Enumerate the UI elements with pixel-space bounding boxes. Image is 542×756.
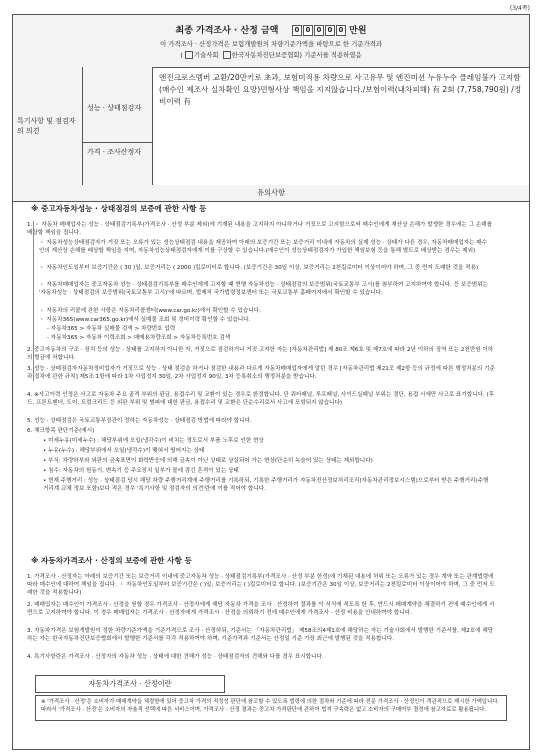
definition-title: 자동차가격조사 · 산정이란: [35, 675, 225, 693]
section1-item: 3. 성능 · 상태점검자자동차정비업자가 거짓으로 성능 · 상태 점검을 하거나 점검한 내용과 다르게 자동차매매업자에게 알린 경우 [자동차관리법 제21조 제2항 등의 규정에 따른 행정처분의 기준과 절차에 관한 규칙] 제5조 1항에 따라 1차 사업정지 30일, 2차 사업정지 90일, 3차 등록취소의 행정처분을 받습니다.: [27, 366, 495, 380]
opinion-main-label: 특기사항 및 점검자의 의견: [13, 67, 83, 185]
amount-digit: 0: [336, 25, 346, 36]
inspection-record-page: [12, 14, 530, 750]
amount-digit: 0: [303, 25, 313, 36]
section1-item1: 1. ・ 자동차 매매업자는 성능 · 상태점검기록부(가격조사 · 산정 부분 제외)에 기재된 내용을 고지하지 아니하거나 거짓으로 고지함으로써 매수인에게 재산상 손해가 발생한 경우에는 그 손해를 배상할 책임을 집니다.: [27, 222, 493, 236]
checkbox-engineers-association[interactable]: [185, 51, 193, 59]
inspector-label: 성능 · 상태점검자: [83, 67, 153, 143]
final-amount-line: [13, 23, 529, 36]
criteria-item: • 누유(누수) : 해당부위에서 오일(냉각수)이 맺혀서 떨어지는 상태: [43, 448, 205, 454]
bullet-item: ・ 자동차의 리콜에 관한 사항은 자동차리콜센터(www.car.go.kr)에서 확인할 수 있습니다.: [39, 308, 261, 314]
notice-title: 유의사항: [13, 185, 529, 202]
criteria-item: • 현재 주행거리 : 성능 · 상태점검 당시 해당 차량 주행거리계에 주행거리를 기록하되, 기록한 주행거리가 자동차전산정보처리조직(자동차관리정보시스템)으로부터 받은 주행거리(주행거리계 교체 정보 포함)보다 적은 경우 '특기사항 및 점검자의 의견'란에 이를 적어야 합니다.: [43, 478, 489, 492]
section2-heading: ※ 자동차가격조사 · 산정의 보증에 관한 사항 등: [31, 556, 192, 565]
appraiser-label: 가격 · 조사산정자: [83, 143, 153, 185]
option-kada: 한국자동차진단보증협회) 기준서를 적용하였음: [231, 51, 362, 59]
section1-heading: ※ 중고자동차성능 · 상태점검의 보증에 관한 사항 등: [31, 204, 207, 213]
criteria-item: • 부식: 차량하부와 외판의 금속표면이 화학반응에 의해 금속이 아닌 상태로 상실되어 가는 현상(단순히 녹슬어 있는 상태는 제외합니다): [43, 458, 373, 464]
criteria-item: • 미세누유(미세누수) : 해당부위에 오일(냉각수)이 비치는 정도로서 부품 노후로 인한 현상: [43, 438, 264, 444]
bullet-item: - 자동차365 > 자동차 실매물 검색 > 차량번호 입력: [47, 326, 176, 332]
notice-body: [13, 201, 529, 749]
amount-unit: 만원: [349, 26, 367, 36]
section1-item: 5. 성능 · 상태점검은 국토교통부장관이 정하는 자동차성능 · 상태점검 방법에 따라야 합니다.: [27, 418, 252, 424]
section2-item: 4. 특기사항란은 가격조사 · 산정자의 자동차 성능 · 상태에 대한 견해가 성능 · 상태점검자의 견해와 다를 경우 표시합니다.: [27, 654, 324, 660]
criteria-item: • 침수: 자동차의 원동기, 변속기 등 주요장치 일부가 물에 잠긴 흔적이 있는 상태: [43, 468, 239, 474]
amount-digit: 0: [292, 25, 302, 36]
bullet-item: - 자동차365 > 자동차 이력조회 > 매매용차량조회 > 자동차등록번호 검색: [47, 335, 231, 341]
section1-item: 6. 체크항목 판단기준(예시): [27, 428, 95, 434]
bullet-item: ・ 자동차인도일부터 보증기간은 ( 30 )일, 보증거리는 ( 2000 )킬로미터로 합니다. (보증기간은 30일 이상, 보증거리는 2천킬로미터 이상이어야 하며, 그 중 먼저 도래한 것을 적용): [39, 265, 479, 271]
section2-item: 2. 매매업자는 매수인이 가격조사 · 산정을 원할 경우 가격조사 · 산정자에게 해당 자동차 가격을 조사 · 산정하여 결과를 이 서식에 적도록 한 후, 반드시 매매계약을 체결하기 전에 매수인에게 서면으로 고지하여야 합니다. 이 경우 매매업자는 가격조사 · 산정자에게 가격조사 · 산정을 의뢰하기 전에 매수인에게 가격조사 · 산정 비용을 안내하여야 합니다.: [27, 602, 495, 616]
bullet-item: ・ 자동차성능상태점검자가 거짓 또는 오류가 있는 성능상태점검 내용을 제공하여 아래의 보증기간 또는 보증거리 이내에 자동차의 실제 성능 · 상태가 다른 경우, 자동차매매업자는 매수인의 재산상 손해를 배상할 책임을 지며, 자동차성능상태점검자에게 이를 구상할 수 있습니다.(매수인이 성능상태점검자가 가입한 책임보험 등을 통해 별도로 배상받는 경우는 제외): [39, 240, 488, 254]
page-number: (3/4쪽): [509, 5, 530, 12]
bullet-item: ・ 자동차매매업자는 중고자동차 성능 · 상태점검기록부를 매수인에게 고지할 때 현행 자동차성능 · 상태점검의 보증범위(국토교통부 고시)를 첨부하여 고지하여야 합니다. 등 보증범위는 '자동차성능 · 상태점검의 보증범위(국토교통부 고시)'에 따르며, 법제처 국가법령정보센터 또는 국토교통부 홈페이지에서 확인할 수 있습니다.: [39, 282, 488, 296]
amount-digit: 0: [314, 25, 324, 36]
section2-item: 1. 가격조사 · 산정자는 아래의 보증기간 또는 보증거리 이내에 중고자동차 성능 · 상태점검기록부(가격조사 · 산정 부분 한정)에 기재된 내용에 허위 또는 오류가 있는 경우 계약 또는 관계법령에 따라 매수인에 대하여 책임을 집니다. ・ 자동차인도일부터 보증기간은 ( )일, 보증거리는 ( )킬로미터로 합니다. (보증기간은 30일 이상, 보증거리는 2천킬로미터 이상이어야 하며, 그 중 먼저 도래한 것을 적용합니다): [27, 574, 495, 596]
checkbox-kada[interactable]: [223, 51, 231, 59]
amount-digit: 0: [325, 25, 335, 36]
opinion-section: [13, 67, 529, 186]
final-amount-label: 최종 가격조사 · 산정 금액: [175, 26, 279, 36]
section2-item: 3. 자동차가격은 보험개발원이 정한 차량기준가액을 기준가격으로 조사 · 산정하되, 기준서는 「자동차관리법」 제58조의4제1호에 해당하는 자는 기술사회에서 발행한 기준서를, 제2호에 해당하는 자는 한국자동차진단보증협회에서 발행한 기준서를 각각 적용하여야 하며, 기준가격과 기준서는 산정일 기준 가장 최근에 발행된 것을 적용합니다.: [27, 628, 494, 642]
definition-text: ※ '가격조사 · 산정'은 소비자가 매매계약을 체결함에 있어 중고차 가격의 적정성 판단에 참고할 수 있도록 법령에 의한 절차와 기준에 따라 전문 가격조사 · 산정인이 객관적으로 제시한 가액입니다. 따라서 '가격조사 · 산정'은 소비자의 자율적 선택에 따른 서비스이며, 가격조사 · 산정 결과는 중고차 가격판단에 관하여 법적 구속력은 없고 소비자의 구매여부 결정에 참고자료로 활용됩니다.: [35, 695, 507, 721]
standard-selection-line: ( 기술사회 한국자동차진단보증협회) 기준서를 적용하였음: [180, 51, 362, 59]
option-engineers-association: 기술사회: [193, 51, 219, 59]
inspector-opinion-text: 엔진크로스멤버 교환/20만키로 초과, 보험미적용 차량으로 사고유무 및 엔진미션 누유누수 클레임불가 고지함(매수인 제조사 실차확인 요망)민형사상 책임을 지지않습니다./보험이력(내차피해) 有 2회 (7,758,790원) /정비이력 有: [159, 73, 522, 106]
price-basis-line: 이 가격조사 · 산정가격은 보험개발원의 차량기준가액을 바탕으로 한 기준가격과: [159, 40, 382, 48]
section1-item: 4. ※사고이력 인정은 사고로 자동차 주요 골격 부위의 판금, 용접수리 및 교환이 있는 경우로 한정합니다. 단 쿼터패널, 루프패널, 사이드실패널 부위는 절단, 용접 시에만 사고로 표기합니다. (후드, 프론트펜더, 도어, 트렁크리드 등 외판 부위 및 범퍼에 대한 판금, 용접수리 및 교환은 단순수리로서 사고에 포함되지 않습니다): [27, 392, 495, 406]
bullet-item: ・ 자동차365(www.car365.go.kr)에서 실매물 조회 및 정비이력 확인할 수 있습니다.: [39, 317, 251, 323]
price-summary: [13, 15, 529, 68]
section1-item: 2. 중고자동차의 구조 · 장치 등의 성능 · 상태를 고지하지 아니한 자, 거짓으로 점검하거나 거짓 고지한 자는 [자동차관리법] 제 80조 제6호 및 제7호에 따라 2년 이하의 징역 또는 2천만원 이하의 벌금에 처합니다.: [27, 347, 494, 361]
